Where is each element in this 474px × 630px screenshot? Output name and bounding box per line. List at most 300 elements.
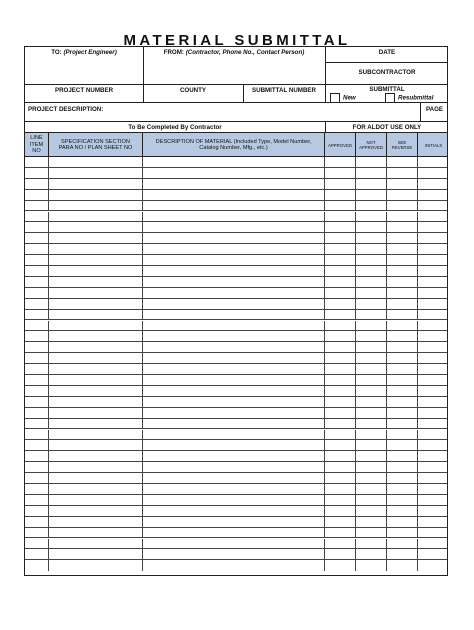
initials-cell[interactable] <box>418 222 449 232</box>
resubmittal-checkbox[interactable] <box>385 93 395 103</box>
not-approved-cell[interactable] <box>356 506 387 516</box>
see-reverse-cell[interactable] <box>387 157 418 167</box>
see-reverse-cell[interactable] <box>387 201 418 211</box>
initials-cell[interactable] <box>418 386 449 396</box>
initials-cell[interactable] <box>418 321 449 331</box>
initials-cell[interactable] <box>418 288 449 298</box>
initials-cell[interactable] <box>418 233 449 243</box>
spec-section-cell[interactable] <box>49 495 143 505</box>
description-cell[interactable] <box>143 190 325 200</box>
spec-section-cell[interactable] <box>49 255 143 265</box>
description-cell[interactable] <box>143 440 325 450</box>
spec-section-cell[interactable] <box>49 539 143 549</box>
description-cell[interactable] <box>143 495 325 505</box>
see-reverse-cell[interactable] <box>387 364 418 374</box>
description-cell[interactable] <box>143 560 325 571</box>
initials-cell[interactable] <box>418 419 449 429</box>
line-item-cell[interactable] <box>25 157 49 167</box>
see-reverse-cell[interactable] <box>387 386 418 396</box>
line-item-cell[interactable] <box>25 321 49 331</box>
to-label: TO: <box>51 49 62 56</box>
spec-section-cell[interactable] <box>49 244 143 254</box>
approved-cell[interactable] <box>325 517 356 527</box>
approved-cell[interactable] <box>325 397 356 407</box>
description-cell[interactable] <box>143 549 325 559</box>
description-cell[interactable] <box>143 157 325 167</box>
spec-section-cell[interactable] <box>49 179 143 189</box>
not-approved-cell[interactable] <box>356 288 387 298</box>
not-approved-cell[interactable] <box>356 473 387 483</box>
approved-cell[interactable] <box>325 342 356 352</box>
not-approved-cell[interactable] <box>356 364 387 374</box>
not-approved-cell[interactable] <box>356 528 387 538</box>
line-item-cell[interactable] <box>25 222 49 232</box>
initials-cell[interactable] <box>418 255 449 265</box>
to-field[interactable] <box>25 49 143 56</box>
line-item-cell[interactable] <box>25 560 49 571</box>
description-cell[interactable] <box>143 353 325 363</box>
initials-cell[interactable] <box>418 560 449 571</box>
see-reverse-cell[interactable] <box>387 528 418 538</box>
see-reverse-cell[interactable] <box>387 517 418 527</box>
initials-cell[interactable] <box>418 408 449 418</box>
line-item-cell[interactable] <box>25 451 49 461</box>
description-cell[interactable] <box>143 331 325 341</box>
not-approved-cell[interactable] <box>356 408 387 418</box>
description-cell[interactable] <box>143 255 325 265</box>
spec-section-cell[interactable] <box>49 331 143 341</box>
see-reverse-cell[interactable] <box>387 375 418 385</box>
not-approved-cell[interactable] <box>356 397 387 407</box>
spec-section-cell[interactable] <box>49 473 143 483</box>
see-reverse-cell[interactable] <box>387 299 418 309</box>
initials-cell[interactable] <box>418 310 449 320</box>
spec-section-cell[interactable] <box>49 484 143 494</box>
see-reverse-cell[interactable] <box>387 419 418 429</box>
table-row <box>25 495 447 506</box>
not-approved-cell[interactable] <box>356 386 387 396</box>
see-reverse-cell[interactable] <box>387 560 418 571</box>
submittal-label: SUBMITTAL <box>369 86 405 93</box>
header-row-to-from <box>25 47 447 85</box>
new-checkbox[interactable] <box>330 93 340 103</box>
see-reverse-cell[interactable] <box>387 233 418 243</box>
description-cell[interactable] <box>143 342 325 352</box>
not-approved-cell[interactable] <box>356 222 387 232</box>
see-reverse-cell[interactable] <box>387 397 418 407</box>
spec-section-cell[interactable] <box>49 266 143 276</box>
initials-cell[interactable] <box>418 506 449 516</box>
line-item-cell[interactable] <box>25 179 49 189</box>
spec-section-cell[interactable] <box>49 506 143 516</box>
approved-cell[interactable] <box>325 462 356 472</box>
form-title: MATERIAL SUBMITTAL <box>123 32 351 49</box>
not-approved-cell[interactable] <box>356 212 387 222</box>
col-spec-section: SPECIFICATION SECTION PARA NO / PLAN SHEET NO <box>49 133 143 157</box>
line-item-cell[interactable] <box>25 310 49 320</box>
description-cell[interactable] <box>143 462 325 472</box>
approved-cell[interactable] <box>325 266 356 276</box>
see-reverse-cell[interactable] <box>387 277 418 287</box>
table-row <box>25 539 447 550</box>
section-header-row <box>25 122 447 133</box>
see-reverse-cell[interactable] <box>387 506 418 516</box>
see-reverse-cell[interactable] <box>387 244 418 254</box>
not-approved-cell[interactable] <box>356 539 387 549</box>
line-item-cell[interactable] <box>25 375 49 385</box>
description-cell[interactable] <box>143 375 325 385</box>
table-row <box>25 473 447 484</box>
see-reverse-cell[interactable] <box>387 321 418 331</box>
line-item-cell[interactable] <box>25 517 49 527</box>
description-cell[interactable] <box>143 321 325 331</box>
see-reverse-cell[interactable] <box>387 440 418 450</box>
description-cell[interactable] <box>143 222 325 232</box>
spec-section-cell[interactable] <box>49 440 143 450</box>
table-row <box>25 517 447 528</box>
description-cell[interactable] <box>143 212 325 222</box>
description-cell[interactable] <box>143 506 325 516</box>
approved-cell[interactable] <box>325 190 356 200</box>
col-initials: INITIALS <box>424 142 443 148</box>
not-approved-cell[interactable] <box>356 331 387 341</box>
line-item-cell[interactable] <box>25 233 49 243</box>
see-reverse-cell[interactable] <box>387 342 418 352</box>
initials-cell[interactable] <box>418 277 449 287</box>
see-reverse-cell[interactable] <box>387 288 418 298</box>
initials-cell[interactable] <box>418 190 449 200</box>
line-item-cell[interactable] <box>25 201 49 211</box>
initials-cell[interactable] <box>418 397 449 407</box>
spec-section-cell[interactable] <box>49 364 143 374</box>
description-cell[interactable] <box>143 364 325 374</box>
line-item-cell[interactable] <box>25 299 49 309</box>
initials-cell[interactable] <box>418 244 449 254</box>
spec-section-cell[interactable] <box>49 451 143 461</box>
spec-section-cell[interactable] <box>49 299 143 309</box>
spec-section-cell[interactable] <box>49 277 143 287</box>
initials-cell[interactable] <box>418 375 449 385</box>
not-approved-cell[interactable] <box>356 451 387 461</box>
description-cell[interactable] <box>143 386 325 396</box>
spec-section-cell[interactable] <box>49 397 143 407</box>
not-approved-cell[interactable] <box>356 353 387 363</box>
initials-cell[interactable] <box>418 430 449 440</box>
new-checkbox-group[interactable] <box>330 93 390 103</box>
see-reverse-cell[interactable] <box>387 484 418 494</box>
description-cell[interactable] <box>143 517 325 527</box>
approved-cell[interactable] <box>325 506 356 516</box>
initials-cell[interactable] <box>418 331 449 341</box>
approved-cell[interactable] <box>325 222 356 232</box>
initials-cell[interactable] <box>418 495 449 505</box>
description-cell[interactable] <box>143 233 325 243</box>
resubmittal-checkbox-group[interactable] <box>385 93 449 103</box>
not-approved-cell[interactable] <box>356 430 387 440</box>
col-description: DESCRIPTION OF MATERIAL (Included Type, Model Number, Catalog Number, Mfg., etc.) <box>143 133 325 157</box>
see-reverse-cell[interactable] <box>387 310 418 320</box>
approved-cell[interactable] <box>325 440 356 450</box>
approved-cell[interactable] <box>325 331 356 341</box>
line-item-cell[interactable] <box>25 506 49 516</box>
new-label: New <box>343 94 356 102</box>
not-approved-cell[interactable] <box>356 462 387 472</box>
not-approved-cell[interactable] <box>356 157 387 167</box>
initials-cell[interactable] <box>418 440 449 450</box>
description-cell[interactable] <box>143 528 325 538</box>
spec-section-cell[interactable] <box>49 528 143 538</box>
description-cell[interactable] <box>143 473 325 483</box>
initials-cell[interactable] <box>418 517 449 527</box>
table-row <box>25 419 447 430</box>
not-approved-cell[interactable] <box>356 233 387 243</box>
not-approved-cell[interactable] <box>356 168 387 178</box>
line-item-cell[interactable] <box>25 539 49 549</box>
approved-cell[interactable] <box>325 310 356 320</box>
description-cell[interactable] <box>143 168 325 178</box>
from-hint: (Contractor, Phone No., Contact Person) <box>185 49 305 56</box>
line-item-cell[interactable] <box>25 408 49 418</box>
line-item-cell[interactable] <box>25 462 49 472</box>
initials-cell[interactable] <box>418 179 449 189</box>
approved-cell[interactable] <box>325 353 356 363</box>
see-reverse-cell[interactable] <box>387 212 418 222</box>
see-reverse-cell[interactable] <box>387 179 418 189</box>
not-approved-cell[interactable] <box>356 440 387 450</box>
description-cell[interactable] <box>143 299 325 309</box>
not-approved-cell[interactable] <box>356 277 387 287</box>
approved-cell[interactable] <box>325 430 356 440</box>
initials-cell[interactable] <box>418 266 449 276</box>
not-approved-cell[interactable] <box>356 517 387 527</box>
spec-section-cell[interactable] <box>49 321 143 331</box>
see-reverse-cell[interactable] <box>387 451 418 461</box>
spec-section-cell[interactable] <box>49 408 143 418</box>
line-item-cell[interactable] <box>25 353 49 363</box>
description-cell[interactable] <box>143 288 325 298</box>
table-row <box>25 462 447 473</box>
approved-cell[interactable] <box>325 549 356 559</box>
line-item-cell[interactable] <box>25 484 49 494</box>
line-item-cell[interactable] <box>25 440 49 450</box>
table-row <box>25 364 447 375</box>
line-item-cell[interactable] <box>25 255 49 265</box>
approved-cell[interactable] <box>325 408 356 418</box>
line-item-cell[interactable] <box>25 430 49 440</box>
spec-section-cell[interactable] <box>49 157 143 167</box>
see-reverse-cell[interactable] <box>387 190 418 200</box>
spec-section-cell[interactable] <box>49 386 143 396</box>
line-item-cell[interactable] <box>25 386 49 396</box>
initials-cell[interactable] <box>418 549 449 559</box>
description-cell[interactable] <box>143 244 325 254</box>
approved-cell[interactable] <box>325 277 356 287</box>
see-reverse-cell[interactable] <box>387 266 418 276</box>
initials-cell[interactable] <box>418 353 449 363</box>
see-reverse-cell[interactable] <box>387 222 418 232</box>
spec-section-cell[interactable] <box>49 419 143 429</box>
approved-cell[interactable] <box>325 157 356 167</box>
not-approved-cell[interactable] <box>356 299 387 309</box>
spec-section-cell[interactable] <box>49 201 143 211</box>
line-item-cell[interactable] <box>25 397 49 407</box>
description-cell[interactable] <box>143 430 325 440</box>
initials-cell[interactable] <box>418 364 449 374</box>
description-cell[interactable] <box>143 179 325 189</box>
see-reverse-cell[interactable] <box>387 430 418 440</box>
approved-cell[interactable] <box>325 560 356 571</box>
initials-cell[interactable] <box>418 299 449 309</box>
initials-cell[interactable] <box>418 201 449 211</box>
see-reverse-cell[interactable] <box>387 331 418 341</box>
approved-cell[interactable] <box>325 364 356 374</box>
not-approved-cell[interactable] <box>356 179 387 189</box>
initials-cell[interactable] <box>418 157 449 167</box>
description-cell[interactable] <box>143 484 325 494</box>
approved-cell[interactable] <box>325 244 356 254</box>
initials-cell[interactable] <box>418 484 449 494</box>
approved-cell[interactable] <box>325 212 356 222</box>
col-not-approved: NOT APPROVED <box>356 133 387 157</box>
approved-cell[interactable] <box>325 484 356 494</box>
line-item-cell[interactable] <box>25 244 49 254</box>
spec-section-cell[interactable] <box>49 168 143 178</box>
col-approved: APPROVED <box>325 133 356 157</box>
initials-cell[interactable] <box>418 451 449 461</box>
not-approved-cell[interactable] <box>356 190 387 200</box>
spec-section-cell[interactable] <box>49 375 143 385</box>
initials-cell[interactable] <box>418 539 449 549</box>
not-approved-cell[interactable] <box>356 495 387 505</box>
not-approved-cell[interactable] <box>356 310 387 320</box>
approved-cell[interactable] <box>325 386 356 396</box>
approved-cell[interactable] <box>325 255 356 265</box>
not-approved-cell[interactable] <box>356 321 387 331</box>
line-item-cell[interactable] <box>25 549 49 559</box>
description-cell[interactable] <box>143 310 325 320</box>
description-cell[interactable] <box>143 266 325 276</box>
table-row <box>25 233 447 244</box>
initials-cell[interactable] <box>418 473 449 483</box>
initials-cell[interactable] <box>418 462 449 472</box>
line-item-cell[interactable] <box>25 168 49 178</box>
description-cell[interactable] <box>143 451 325 461</box>
line-item-cell[interactable] <box>25 342 49 352</box>
line-item-cell[interactable] <box>25 528 49 538</box>
table-row <box>25 331 447 342</box>
spec-section-cell[interactable] <box>49 560 143 571</box>
spec-section-cell[interactable] <box>49 430 143 440</box>
spec-section-cell[interactable] <box>49 353 143 363</box>
spec-section-cell[interactable] <box>49 233 143 243</box>
approved-cell[interactable] <box>325 419 356 429</box>
approved-cell[interactable] <box>325 375 356 385</box>
approved-cell[interactable] <box>325 528 356 538</box>
line-item-cell[interactable] <box>25 495 49 505</box>
initials-cell[interactable] <box>418 168 449 178</box>
line-item-cell[interactable] <box>25 331 49 341</box>
description-cell[interactable] <box>143 408 325 418</box>
line-item-cell[interactable] <box>25 473 49 483</box>
spec-section-cell[interactable] <box>49 517 143 527</box>
see-reverse-cell[interactable] <box>387 549 418 559</box>
approved-cell[interactable] <box>325 539 356 549</box>
not-approved-cell[interactable] <box>356 244 387 254</box>
see-reverse-cell[interactable] <box>387 168 418 178</box>
header-row-description <box>25 103 447 122</box>
description-cell[interactable] <box>143 201 325 211</box>
approved-cell[interactable] <box>325 495 356 505</box>
approved-cell[interactable] <box>325 179 356 189</box>
line-item-cell[interactable] <box>25 212 49 222</box>
see-reverse-cell[interactable] <box>387 539 418 549</box>
not-approved-cell[interactable] <box>356 375 387 385</box>
project-description-label: PROJECT DESCRIPTION: <box>28 106 104 113</box>
spec-section-cell[interactable] <box>49 342 143 352</box>
from-field[interactable] <box>143 49 325 56</box>
description-cell[interactable] <box>143 397 325 407</box>
table-row <box>25 244 447 255</box>
see-reverse-cell[interactable] <box>387 462 418 472</box>
approved-cell[interactable] <box>325 201 356 211</box>
not-approved-cell[interactable] <box>356 201 387 211</box>
see-reverse-cell[interactable] <box>387 255 418 265</box>
see-reverse-cell[interactable] <box>387 353 418 363</box>
not-approved-cell[interactable] <box>356 484 387 494</box>
line-item-cell[interactable] <box>25 364 49 374</box>
not-approved-cell[interactable] <box>356 255 387 265</box>
approved-cell[interactable] <box>325 299 356 309</box>
spec-section-cell[interactable] <box>49 310 143 320</box>
page-label: PAGE <box>425 106 444 113</box>
spec-section-cell[interactable] <box>49 190 143 200</box>
not-approved-cell[interactable] <box>356 266 387 276</box>
spec-section-cell[interactable] <box>49 212 143 222</box>
initials-cell[interactable] <box>418 528 449 538</box>
line-item-cell[interactable] <box>25 190 49 200</box>
approved-cell[interactable] <box>325 288 356 298</box>
approved-cell[interactable] <box>325 321 356 331</box>
description-cell[interactable] <box>143 539 325 549</box>
table-row <box>25 353 447 364</box>
line-item-cell[interactable] <box>25 277 49 287</box>
spec-section-cell[interactable] <box>49 288 143 298</box>
table-row <box>25 310 447 321</box>
description-cell[interactable] <box>143 277 325 287</box>
line-item-cell[interactable] <box>25 266 49 276</box>
table-row <box>25 201 447 212</box>
line-item-cell[interactable] <box>25 419 49 429</box>
spec-section-cell[interactable] <box>49 462 143 472</box>
see-reverse-cell[interactable] <box>387 408 418 418</box>
spec-section-cell[interactable] <box>49 222 143 232</box>
approved-cell[interactable] <box>325 451 356 461</box>
approved-cell[interactable] <box>325 473 356 483</box>
not-approved-cell[interactable] <box>356 342 387 352</box>
see-reverse-cell[interactable] <box>387 495 418 505</box>
not-approved-cell[interactable] <box>356 560 387 571</box>
approved-cell[interactable] <box>325 233 356 243</box>
line-item-cell[interactable] <box>25 288 49 298</box>
spec-section-cell[interactable] <box>49 549 143 559</box>
not-approved-cell[interactable] <box>356 419 387 429</box>
see-reverse-cell[interactable] <box>387 473 418 483</box>
initials-cell[interactable] <box>418 342 449 352</box>
approved-cell[interactable] <box>325 168 356 178</box>
not-approved-cell[interactable] <box>356 549 387 559</box>
description-cell[interactable] <box>143 419 325 429</box>
initials-cell[interactable] <box>418 212 449 222</box>
